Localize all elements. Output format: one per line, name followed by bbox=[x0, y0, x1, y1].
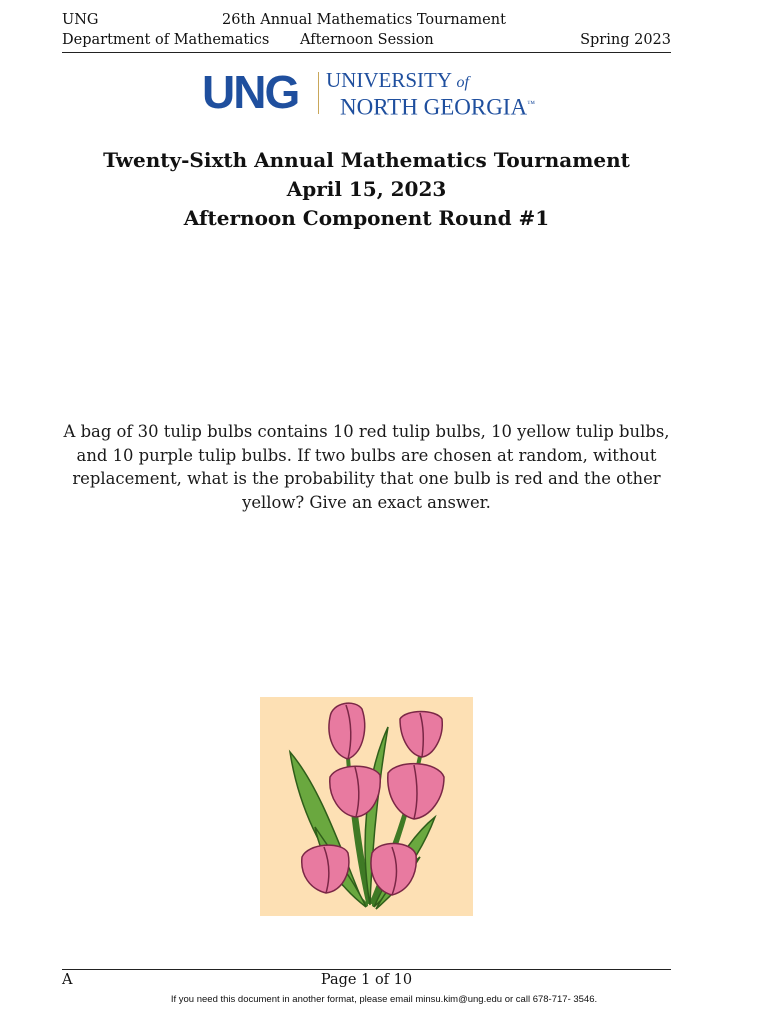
header-session: Afternoon Session bbox=[300, 32, 434, 48]
header-org: UNG bbox=[62, 12, 99, 28]
tulip-illustration bbox=[260, 697, 473, 916]
accessibility-note: If you need this document in another format, please email minsu.kim@ung.edu or call 678-717- 3546. bbox=[170, 994, 598, 1005]
document-titles bbox=[62, 146, 671, 233]
page-footer bbox=[62, 969, 671, 992]
logo-divider bbox=[318, 72, 319, 114]
footer-page-number: Page 1 of 10 bbox=[320, 972, 413, 988]
ung-logo bbox=[200, 66, 540, 120]
header-term: Spring 2023 bbox=[580, 32, 671, 48]
title-date: April 15, 2023 bbox=[286, 177, 447, 201]
title-round: Afternoon Component Round #1 bbox=[183, 206, 550, 230]
logo-university-of: UNIVERSITY of bbox=[326, 68, 469, 92]
logo-north-georgia: NORTH GEORGIA™ bbox=[340, 94, 535, 120]
problem-statement: A bag of 30 tulip bulbs contains 10 red tulip bulbs, 10 yellow tulip bulbs, and 10 purple tulip bulbs. If two bulbs are chosen at random, without replacement, what is the probability that one bulb is red and the other yellow? Give an exact answer. bbox=[63, 422, 670, 512]
title-tournament: Twenty-Sixth Annual Mathematics Tournament bbox=[103, 148, 630, 172]
logo-mark: UNG bbox=[202, 66, 299, 118]
tulip-bouquet-image bbox=[260, 697, 473, 916]
page-header bbox=[62, 10, 671, 53]
header-department: Department of Mathematics bbox=[62, 32, 270, 48]
footer-version-letter: A bbox=[62, 972, 73, 988]
header-tournament: 26th Annual Mathematics Tournament bbox=[222, 12, 506, 28]
